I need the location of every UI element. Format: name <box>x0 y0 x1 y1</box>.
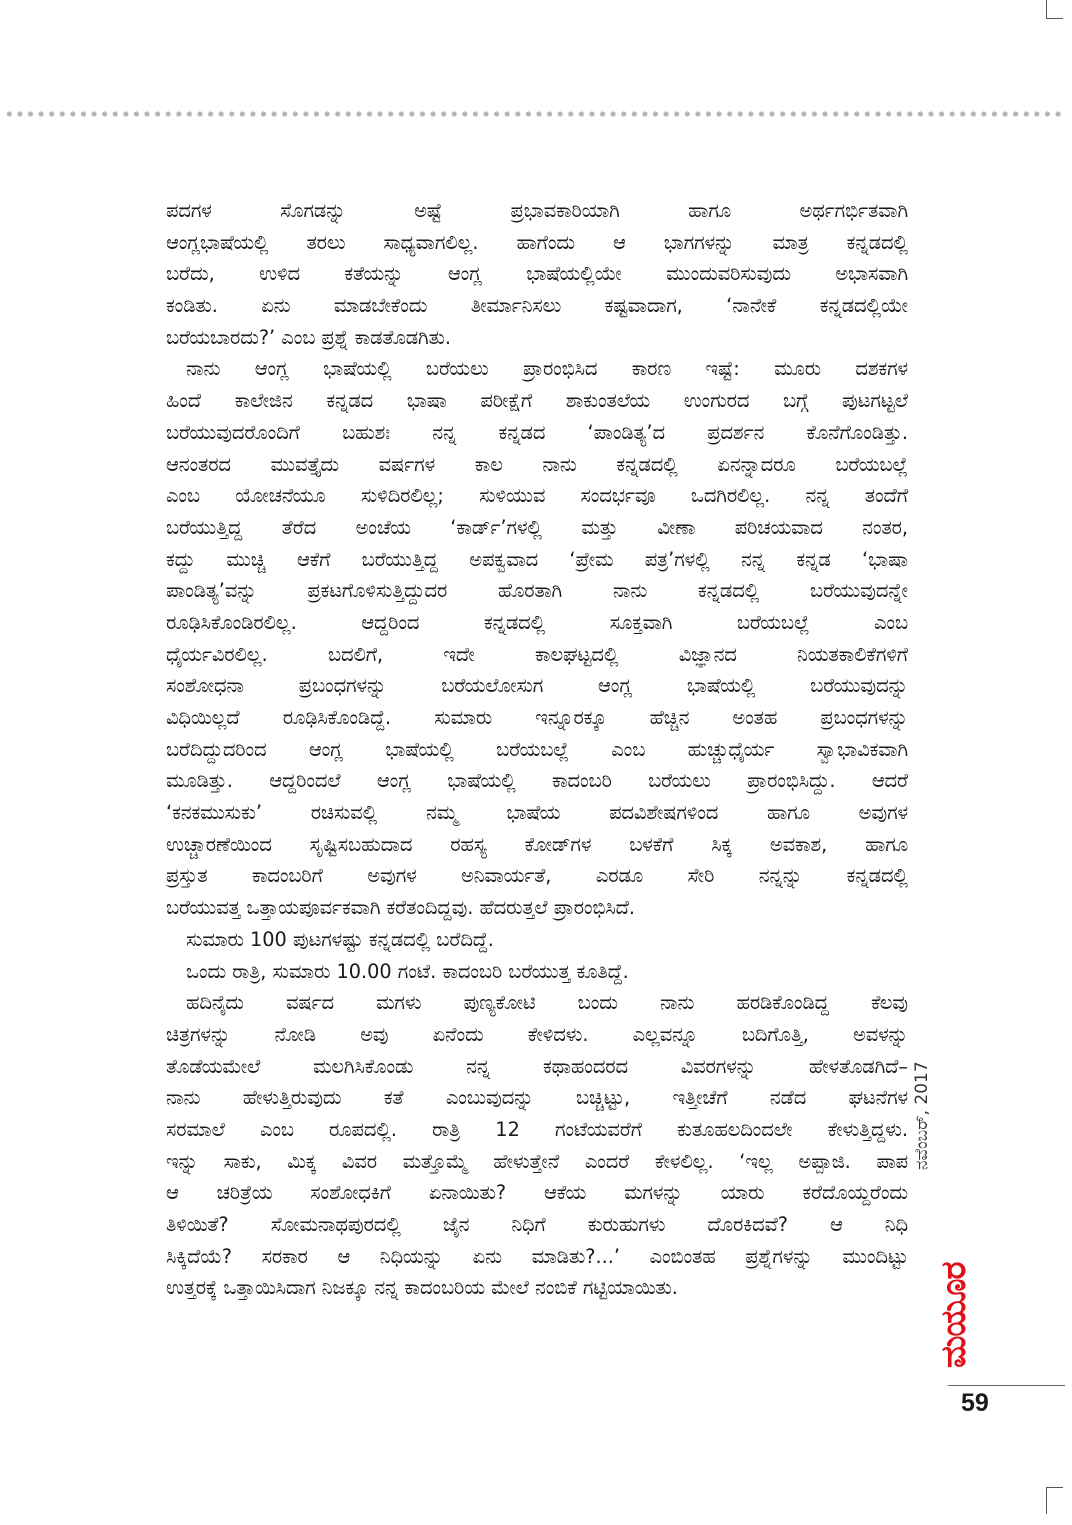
text-line: ಹಿಂದೆ ಕಾಲೇಜಿನ ಕನ್ನಡದ ಭಾಷಾ ಪರೀಕ್ಷೆಗೆ ಶಾಕುಂತಲೆಯ ಉಂಗುರದ ಬಗ್ಗೆ ಪುಟಗಟ್ಟಲೆ <box>166 389 908 413</box>
magazine-logo: ಮಯೂರ <box>934 1262 974 1368</box>
text-line: ಸುಮಾರು 100 ಪುಟಗಳಷ್ಟು ಕನ್ನಡದಲ್ಲಿ ಬರೆದಿದ್ದೆ. <box>186 927 494 951</box>
text-line: ಸಿಕ್ಕಿದೆಯೆ? ಸರಕಾರ ಆ ನಿಧಿಯನ್ನು ಏನು ಮಾಡಿತು?...’ ಎಂಬಿಂತಹ ಪ್ರಶ್ನೆಗಳನ್ನು ಮುಂದಿಟ್ಟು <box>166 1244 908 1268</box>
text-line: ಪ್ರಸ್ತುತ ಕಾದಂಬರಿಗೆ ಅವುಗಳ ಅನಿವಾರ್ಯತೆ, ಎರಡೂ ಸೇರಿ ನನ್ನನ್ನು ಕನ್ನಡದಲ್ಲಿ <box>166 864 908 888</box>
text-line: ಪದಗಳ ಸೊಗಡನ್ನು ಅಷ್ಟೆ ಪ್ರಭಾವಕಾರಿಯಾಗಿ ಹಾಗೂ ಅರ್ಥಗರ್ಭಿತವಾಗಿ <box>166 199 908 222</box>
text-line: ಕದ್ದು ಮುಚ್ಚಿ ಆಕೆಗೆ ಬರೆಯುತ್ತಿದ್ದ ಅಪಕ್ವವಾದ ‘ಪ್ರೇಮ ಪತ್ರ’ಗಳಲ್ಲಿ ನನ್ನ ಕನ್ನಡ ‘ಭಾಷಾ <box>166 547 908 571</box>
text-line: ತೊಡೆಯಮೇಲೆ ಮಲಗಿಸಿಕೊಂಡು ನನ್ನ ಕಥಾಹಂದರದ ವಿವರಗಳನ್ನು ಹೇಳತೊಡಗಿದೆ– <box>166 1054 908 1078</box>
text-line: ಬರೆದು, ಉಳಿದ ಕತೆಯನ್ನು ಆಂಗ್ಲ ಭಾಷೆಯಲ್ಲಿಯೇ ಮುಂದುವರಿಸುವುದು ಅಭಾಸವಾಗಿ <box>166 262 908 286</box>
text-line: ಚಿತ್ರಗಳನ್ನು ನೋಡಿ ಅವು ಏನೆಂದು ಕೇಳಿದಳು. ಎಲ್ಲವನ್ನೂ ಬದಿಗೊತ್ತಿ, ಅವಳನ್ನು <box>166 1022 908 1046</box>
text-line: ಎಂಬ ಯೋಚನೆಯೂ ಸುಳಿದಿರಲಿಲ್ಲ; ಸುಳಿಯುವ ಸಂದರ್ಭವೂ ಒದಗಿರಲಿಲ್ಲ. ನನ್ನ ತಂದೆಗೆ <box>166 484 908 508</box>
text-line: ಬರೆಯುವತ್ತ ಒತ್ತಾಯಪೂರ್ವಕವಾಗಿ ಕರೆತಂದಿದ್ದವು. ಹೆದರುತ್ತಲೆ ಪ್ರಾರಂಭಿಸಿದೆ. <box>166 896 636 920</box>
text-line: ಬರೆದಿದ್ದುದರಿಂದ ಆಂಗ್ಲ ಭಾಷೆಯಲ್ಲಿ ಬರೆಯಬಲ್ಲೆ ಎಂಬ ಹುಚ್ಚುಧೈರ್ಯ ಸ್ವಾಭಾವಿಕವಾಗಿ <box>166 737 908 761</box>
text-line: ಇನ್ನು ಸಾಕು, ಮಿಕ್ಕ ವಿವರ ಮತ್ತೊಮ್ಮೆ ಹೇಳುತ್ತೇನೆ ಎಂದರೆ ಕೇಳಲಿಲ್ಲ. ‘ಇಲ್ಲ ಅಪ್ಪಾಜಿ. ಪಾಪ <box>166 1149 908 1173</box>
text-line: ಒಂದು ರಾತ್ರಿ, ಸುಮಾರು 10.00 ಗಂಟೆ. ಕಾದಂಬರಿ ಬರೆಯುತ್ತ ಕೂತಿದ್ದೆ. <box>186 959 629 983</box>
crop-mark-bottom-right <box>1046 1487 1063 1514</box>
text-line: ಬರೆಯಬಾರದು?’ ಎಂಬ ಪ್ರಶ್ನೆ ಕಾಡತೊಡಗಿತು. <box>166 325 452 349</box>
article-body <box>166 195 908 1304</box>
text-line: ಬರೆಯುತ್ತಿದ್ದ ತೆರೆದ ಅಂಚೆಯ ‘ಕಾರ್ಡ್’ಗಳಲ್ಲಿ ಮತ್ತು ವೀಣಾ ಪರಿಚಯವಾದ ನಂತರ, <box>166 515 908 539</box>
text-line: ಆ ಚರಿತ್ರೆಯ ಸಂಶೋಧಕಿಗೆ ಏನಾಯಿತು? ಆಕೆಯ ಮಗಳನ್ನು ಯಾರು ಕರೆದೊಯ್ದರೆಂದು <box>166 1181 908 1205</box>
text-line: ಹದಿನೈದು ವರ್ಷದ ಮಗಳು ಪುಣ್ಯಕೋಟಿ ಬಂದು ನಾನು ಹರಡಿಕೊಂಡಿದ್ದ ಕೆಲವು <box>186 991 908 1015</box>
text-line: ಸರಮಾಲೆ ಎಂಬ ರೂಪದಲ್ಲಿ. ರಾತ್ರಿ 12 ಗಂಟೆಯವರೆಗೆ ಕುತೂಹಲದಿಂದಲೇ ಕೇಳುತ್ತಿದ್ದಳು. <box>166 1117 908 1141</box>
text-line: ಕಂಡಿತು. ಏನು ಮಾಡಬೇಕೆಂದು ತೀರ್ಮಾನಿಸಲು ಕಷ್ಟವಾದಾಗ, ‘ನಾನೇಕೆ ಕನ್ನಡದಲ್ಲಿಯೇ <box>166 294 908 318</box>
text-line: ಮೂಡಿತ್ತು. ಆದ್ದರಿಂದಲೆ ಆಂಗ್ಲ ಭಾಷೆಯಲ್ಲಿ ಕಾದಂಬರಿ ಬರೆಯಲು ಪ್ರಾರಂಭಿಸಿದ್ದು. ಆದರೆ <box>166 769 908 793</box>
crop-mark-top-right <box>1046 0 1063 19</box>
text-line: ಸಂಶೋಧನಾ ಪ್ರಬಂಧಗಳನ್ನು ಬರೆಯಲೋಸುಗ ಆಂಗ್ಲ ಭಾಷೆಯಲ್ಲಿ ಬರೆಯುವುದನ್ನು <box>166 674 908 698</box>
text-line: ತಿಳಿಯಿತೆ? ಸೋಮನಾಥಪುರದಲ್ಲಿ ಜೈನ ನಿಧಿಗೆ ಕುರುಹುಗಳು ದೊರಕಿದವೆ? ಆ ನಿಧಿ <box>166 1213 908 1236</box>
text-line: ಉಚ್ಚಾರಣೆಯಿಂದ ಸೃಷ್ಟಿಸಬಹುದಾದ ರಹಸ್ಯ ಕೋಡ್‌ಗಳ ಬಳಕೆಗೆ ಸಿಕ್ಕ ಅವಕಾಶ, ಹಾಗೂ <box>166 832 908 856</box>
text-line: ಆಂಗ್ಲಭಾಷೆಯಲ್ಲಿ ತರಲು ಸಾಧ್ಯವಾಗಲಿಲ್ಲ. ಹಾಗೆಂದು ಆ ಭಾಗಗಳನ್ನು ಮಾತ್ರ ಕನ್ನಡದಲ್ಲಿ <box>166 230 908 254</box>
page-number-rule <box>948 1385 1065 1386</box>
text-line: ಪಾಂಡಿತ್ಯ’ವನ್ನು ಪ್ರಕಟಗೊಳಿಸುತ್ತಿದ್ದುದರ ಹೊರತಾಗಿ ನಾನು ಕನ್ನಡದಲ್ಲಿ ಬರೆಯುವುದನ್ನೇ <box>166 579 908 603</box>
text-line: ನಾನು ಹೇಳುತ್ತಿರುವುದು ಕತೆ ಎಂಬುವುದನ್ನು ಬಚ್ಚಿಟ್ಟು, ಇತ್ತೀಚೆಗೆ ನಡೆದ ಘಟನೆಗಳ <box>166 1086 908 1110</box>
page-number: 59 <box>961 1389 989 1417</box>
text-line: ಆನಂತರದ ಮುವತ್ತೈದು ವರ್ಷಗಳ ಕಾಲ ನಾನು ಕನ್ನಡದಲ್ಲಿ ಏನನ್ನಾದರೂ ಬರೆಯಬಲ್ಲೆ <box>166 452 908 476</box>
dotted-separator <box>4 110 1066 118</box>
text-line: ಉತ್ತರಕ್ಕೆ ಒತ್ತಾಯಿಸಿದಾಗ ನಿಜಕ್ಕೂ ನನ್ನ ಕಾದಂಬರಿಯ ಮೇಲೆ ನಂಬಿಕೆ ಗಟ್ಟಿಯಾಯಿತು. <box>166 1276 678 1300</box>
issue-date: ನವೆಂಬರ್, 2017 <box>912 1061 932 1170</box>
text-line: ಬರೆಯುವುದರೊಂದಿಗೆ ಬಹುಶಃ ನನ್ನ ಕನ್ನಡದ ‘ಪಾಂಡಿತ್ಯ’ದ ಪ್ರದರ್ಶನ ಕೊನೆಗೊಂಡಿತ್ತು. <box>166 420 908 444</box>
text-line: ‘ಕನಕಮುಸುಕು’ ರಚಿಸುವಲ್ಲಿ ನಮ್ಮ ಭಾಷೆಯ ಪದವಿಶೇಷಗಳಿಂದ ಹಾಗೂ ಅವುಗಳ <box>166 801 908 825</box>
text-line: ವಿಧಿಯಿಲ್ಲದೆ ರೂಢಿಸಿಕೊಂಡಿದ್ದೆ. ಸುಮಾರು ಇನ್ನೂರಕ್ಕೂ ಹೆಚ್ಚಿನ ಅಂತಹ ಪ್ರಬಂಧಗಳನ್ನು <box>166 706 908 729</box>
text-line: ಧೈರ್ಯವಿರಲಿಲ್ಲ. ಬದಲಿಗೆ, ಇದೇ ಕಾಲಘಟ್ಟದಲ್ಲಿ ವಿಜ್ಞಾನದ ನಿಯತಕಾಲಿಕೆಗಳಿಗೆ <box>166 642 908 666</box>
text-line: ನಾನು ಆಂಗ್ಲ ಭಾಷೆಯಲ್ಲಿ ಬರೆಯಲು ಪ್ರಾರಂಭಿಸಿದ ಕಾರಣ ಇಷ್ಟೆ: ಮೂರು ದಶಕಗಳ <box>186 357 908 381</box>
text-line: ರೂಢಿಸಿಕೊಂಡಿರಲಿಲ್ಲ. ಆದ್ದರಿಂದ ಕನ್ನಡದಲ್ಲಿ ಸೂಕ್ತವಾಗಿ ಬರೆಯಬಲ್ಲೆ ಎಂಬ <box>166 610 908 634</box>
